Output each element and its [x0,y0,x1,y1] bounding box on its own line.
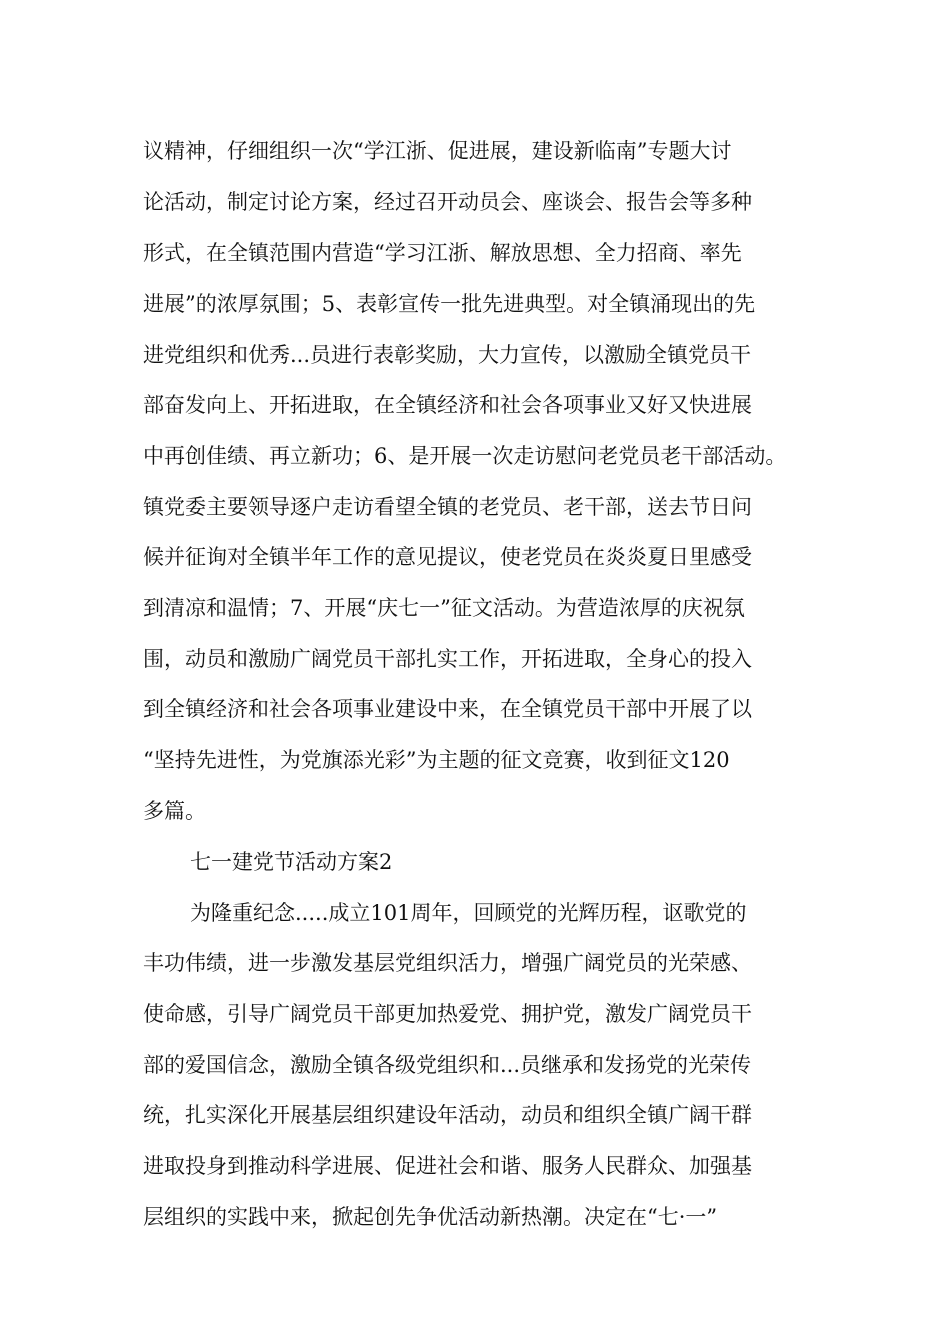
paragraph-line: 进党组织和优秀...员进行表彰奖励，大力宣传，以激励全镇党员干 [143,343,752,367]
paragraph-line: 形式，在全镇范围内营造“学习江浙、解放思想、全力招商、率先 [143,241,742,265]
paragraph-line: 部奋发向上、开拓进取，在全镇经济和社会各项事业又好又快进展 [143,393,752,417]
paragraph-line: 统，扎实深化开展基层组织建设年活动，动员和组织全镇广阔干群 [143,1103,752,1127]
paragraph-line: “坚持先进性，为党旗添光彩”为主题的征文竞赛，收到征文120 [143,748,730,772]
paragraph-line: 丰功伟绩，进一步激发基层党组织活力，增强广阔党员的光荣感、 [143,951,752,975]
paragraph-line: 层组织的实践中来，掀起创先争优活动新热潮。决定在“七·一” [143,1205,718,1229]
paragraph-line: 围，动员和激励广阔党员干部扎实工作，开拓进取，全身心的投入 [143,647,752,671]
paragraph-line: 议精神，仔细组织一次“学江浙、促进展，建设新临南”专题大讨 [143,139,732,163]
paragraph-line: 论活动，制定讨论方案，经过召开动员会、座谈会、报告会等多种 [143,190,752,214]
paragraph-line: 进展”的浓厚氛围；5、表彰宣传一批先进典型。对全镇涌现出的先 [143,292,756,316]
paragraph-line: 镇党委主要领导逐户走访看望全镇的老党员、老干部，送去节日问 [143,495,752,519]
paragraph-line: 多篇。 [143,799,206,823]
paragraph-line: 中再创佳绩、再立新功；6、是开展一次走访慰问老党员老干部活动。 [143,444,787,468]
paragraph-line: 进取投身到推动科学进展、促进社会和谐、服务人民群众、加强基 [143,1154,752,1178]
section-heading: 七一建党节活动方案2 [190,850,393,874]
paragraph-line: 使命感，引导广阔党员干部更加热爱党、拥护党，激发广阔党员干 [143,1002,752,1026]
paragraph-line: 到清凉和温情；7、开展“庆七一”征文活动。为营造浓厚的庆祝氛 [143,596,745,620]
paragraph-line: 部的爱国信念，激励全镇各级党组织和...员继承和发扬党的光荣传 [143,1053,752,1077]
paragraph-line: 候并征询对全镇半年工作的意见提议，使老党员在炎炎夏日里感受 [143,545,752,569]
paragraph-line: 为隆重纪念.....成立101周年，回顾党的光辉历程，讴歌党的 [190,901,747,925]
paragraph-line: 到全镇经济和社会各项事业建设中来，在全镇党员干部中开展了以 [143,697,752,721]
